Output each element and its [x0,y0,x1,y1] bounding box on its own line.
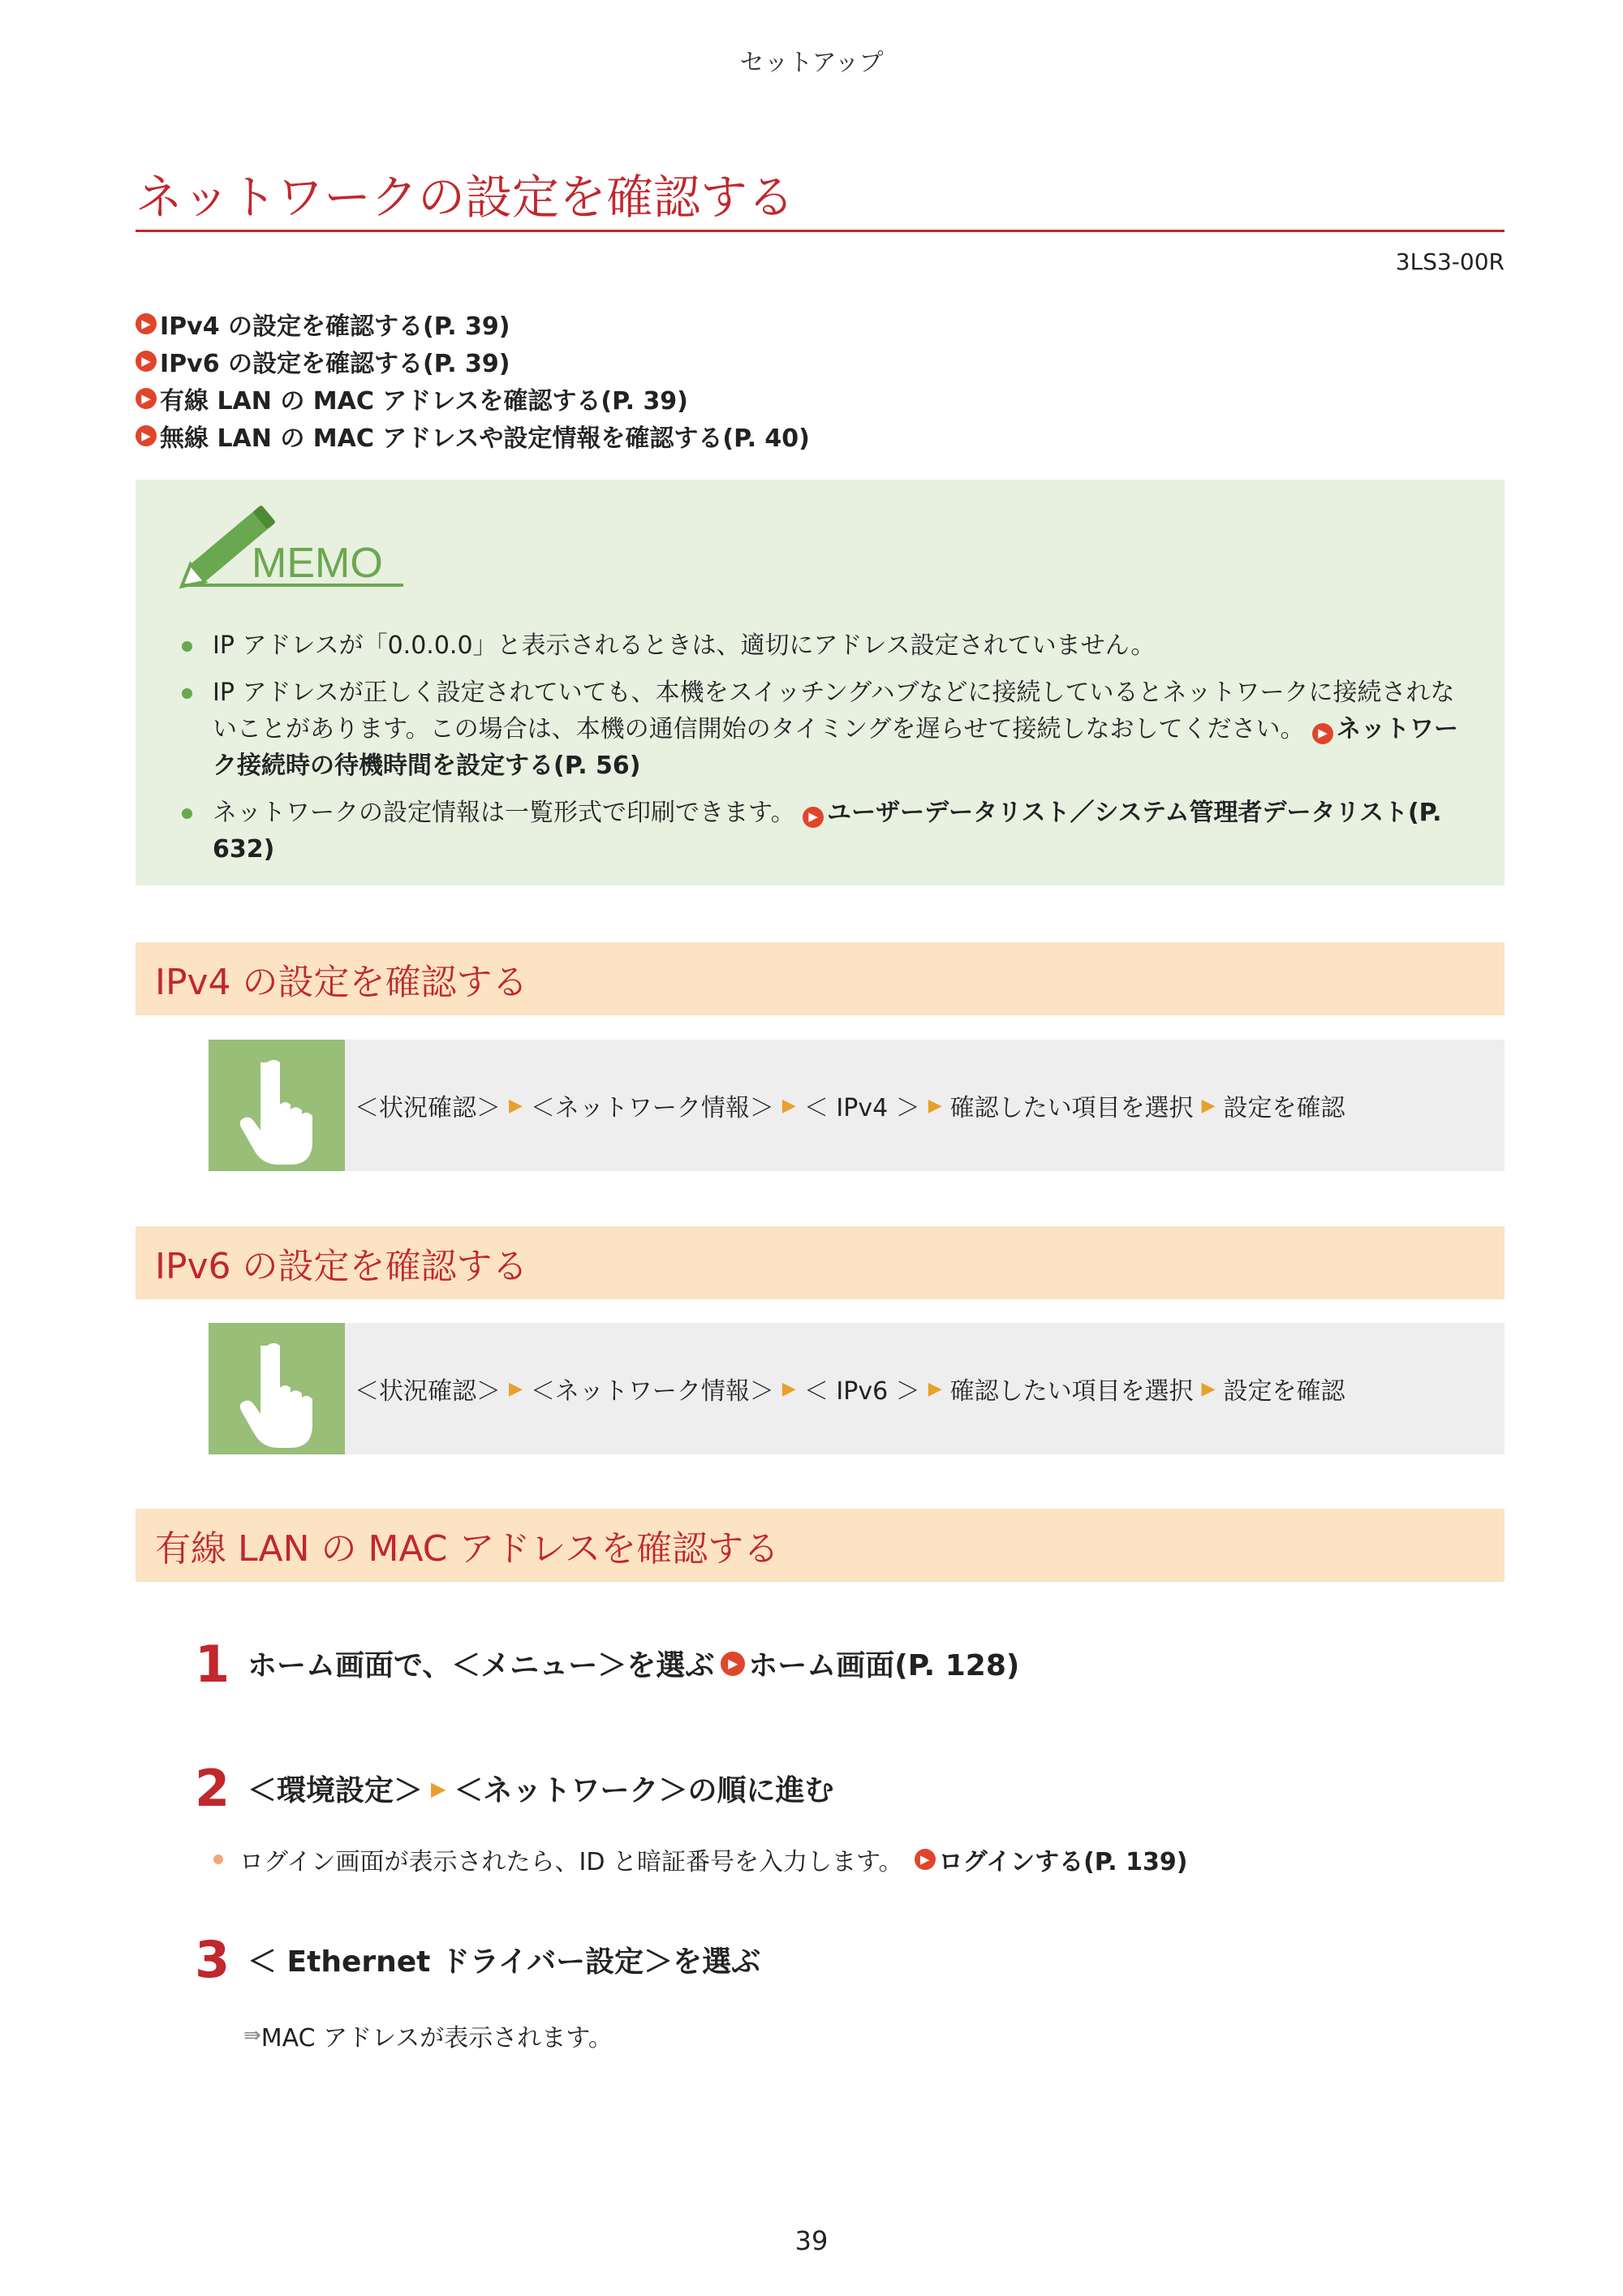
arrow-right-icon: ▶ [928,1095,942,1116]
link-arrow-icon: ▶ [721,1652,745,1676]
memo-link-data-list[interactable]: ユーザーデータリスト／システム管理者データリスト(P. 632) [213,799,1442,864]
result-arrow-icon: ⇛ [243,2023,256,2048]
page-title: ネットワークの設定を確認する [136,170,795,225]
memo-link-wait-time[interactable]: ネットワーク接続時の待機時間を設定する(P. 56) [213,715,1459,780]
nav-path-text: ＜状況確認＞ ▶ ＜ネットワーク情報＞ ▶ ＜ IPv4 ＞ ▶ 確認したい項目を選択 ▶ 設定を確認 [355,1094,1345,1122]
arrow-right-icon: ▶ [431,1777,446,1800]
document-id: 3LS3-00R [1395,248,1505,275]
arrow-right-icon: ▶ [509,1378,523,1399]
step-number: 2 [195,1759,230,1818]
toc-link-wired-mac[interactable]: ▶ 有線 LAN の MAC アドレスを確認する(P. 39) [136,380,1272,417]
step-number: 1 [195,1635,230,1694]
hand-touch-icon [209,1040,345,1171]
toc-link-ipv6[interactable]: ▶ IPv6 の設定を確認する(P. 39) [136,342,1272,380]
link-arrow-icon: ▶ [1312,723,1333,744]
toc-list [136,305,1272,454]
step-link-login[interactable]: ログインする(P. 139) [938,1848,1188,1876]
bullet-icon [213,1854,223,1864]
arrow-right-icon: ▶ [1201,1378,1216,1399]
link-arrow-icon: ▶ [136,425,157,446]
memo-pencil-icon [174,504,410,593]
arrow-right-icon: ▶ [509,1095,523,1116]
memo-box [136,480,1505,885]
link-arrow-icon: ▶ [803,807,824,828]
arrow-right-icon: ▶ [928,1378,942,1399]
hand-touch-icon [209,1323,345,1454]
section-heading-wired-mac: 有線 LAN の MAC アドレスを確認する [136,1509,1505,1582]
arrow-right-icon: ▶ [1201,1095,1216,1116]
step-link-home-screen[interactable]: ホーム画面(P. 128) [748,1649,1020,1682]
section-heading-ipv4: IPv4 の設定を確認する [136,942,1505,1015]
step-result: ⇛ MAC アドレスが表示されます。 [243,2023,613,2053]
memo-item: IP アドレスが「0.0.0.0」と表示されるときは、適切にアドレス設定されていません。 [180,627,1479,664]
nav-path-ipv6 [209,1323,1505,1454]
page-number: 39 [794,2225,829,2256]
link-arrow-icon: ▶ [915,1849,936,1870]
toc-link-ipv4[interactable]: ▶ IPv4 の設定を確認する(P. 39) [136,305,1272,342]
step-text: ＜環境設定＞ ▶ ＜ネットワーク＞の順に進む [248,1774,834,1807]
running-header: セットアップ [739,49,884,77]
link-arrow-icon: ▶ [136,313,157,334]
memo-label: MEMO [252,540,383,587]
memo-item: IP アドレスが正しく設定されていても、本機をスイッチングハブなどに接続しているとネットワークに接続されないことがあります。この場合は、本機の通信開始のタイミングを遅らせて接続しなおしてください。 ▶ ネットワーク接続時の待機時間を設定する(P. 56) [180,674,1479,784]
nav-path-text: ＜状況確認＞ ▶ ＜ネットワーク情報＞ ▶ ＜ IPv6 ＞ ▶ 確認したい項目を選択 ▶ 設定を確認 [355,1377,1345,1406]
arrow-right-icon: ▶ [781,1378,796,1399]
step-text: ホーム画面で、＜メニュー＞を選ぶ ▶ ホーム画面(P. 128) [248,1643,1019,1684]
arrow-right-icon: ▶ [781,1095,796,1116]
memo-item: ネットワークの設定情報は一覧形式で印刷できます。 ▶ ユーザーデータリスト／システム管理者データリスト(P. 632) [180,795,1479,868]
nav-path-ipv4 [209,1040,1505,1171]
step-text: ＜ Ethernet ドライバー設定＞を選ぶ [248,1945,761,1979]
toc-link-wireless-mac[interactable]: ▶ 無線 LAN の MAC アドレスや設定情報を確認する(P. 40) [136,417,1272,454]
memo-list [180,627,1479,878]
section-heading-ipv6: IPv6 の設定を確認する [136,1226,1505,1299]
step-number: 3 [195,1930,230,1989]
link-arrow-icon: ▶ [136,351,157,372]
link-arrow-icon: ▶ [136,388,157,409]
step-note: ログイン画面が表示されたら、ID と暗証番号を入力します。 ▶ ログインする(P. 139) [213,1842,1187,1877]
title-underline [136,230,1505,232]
